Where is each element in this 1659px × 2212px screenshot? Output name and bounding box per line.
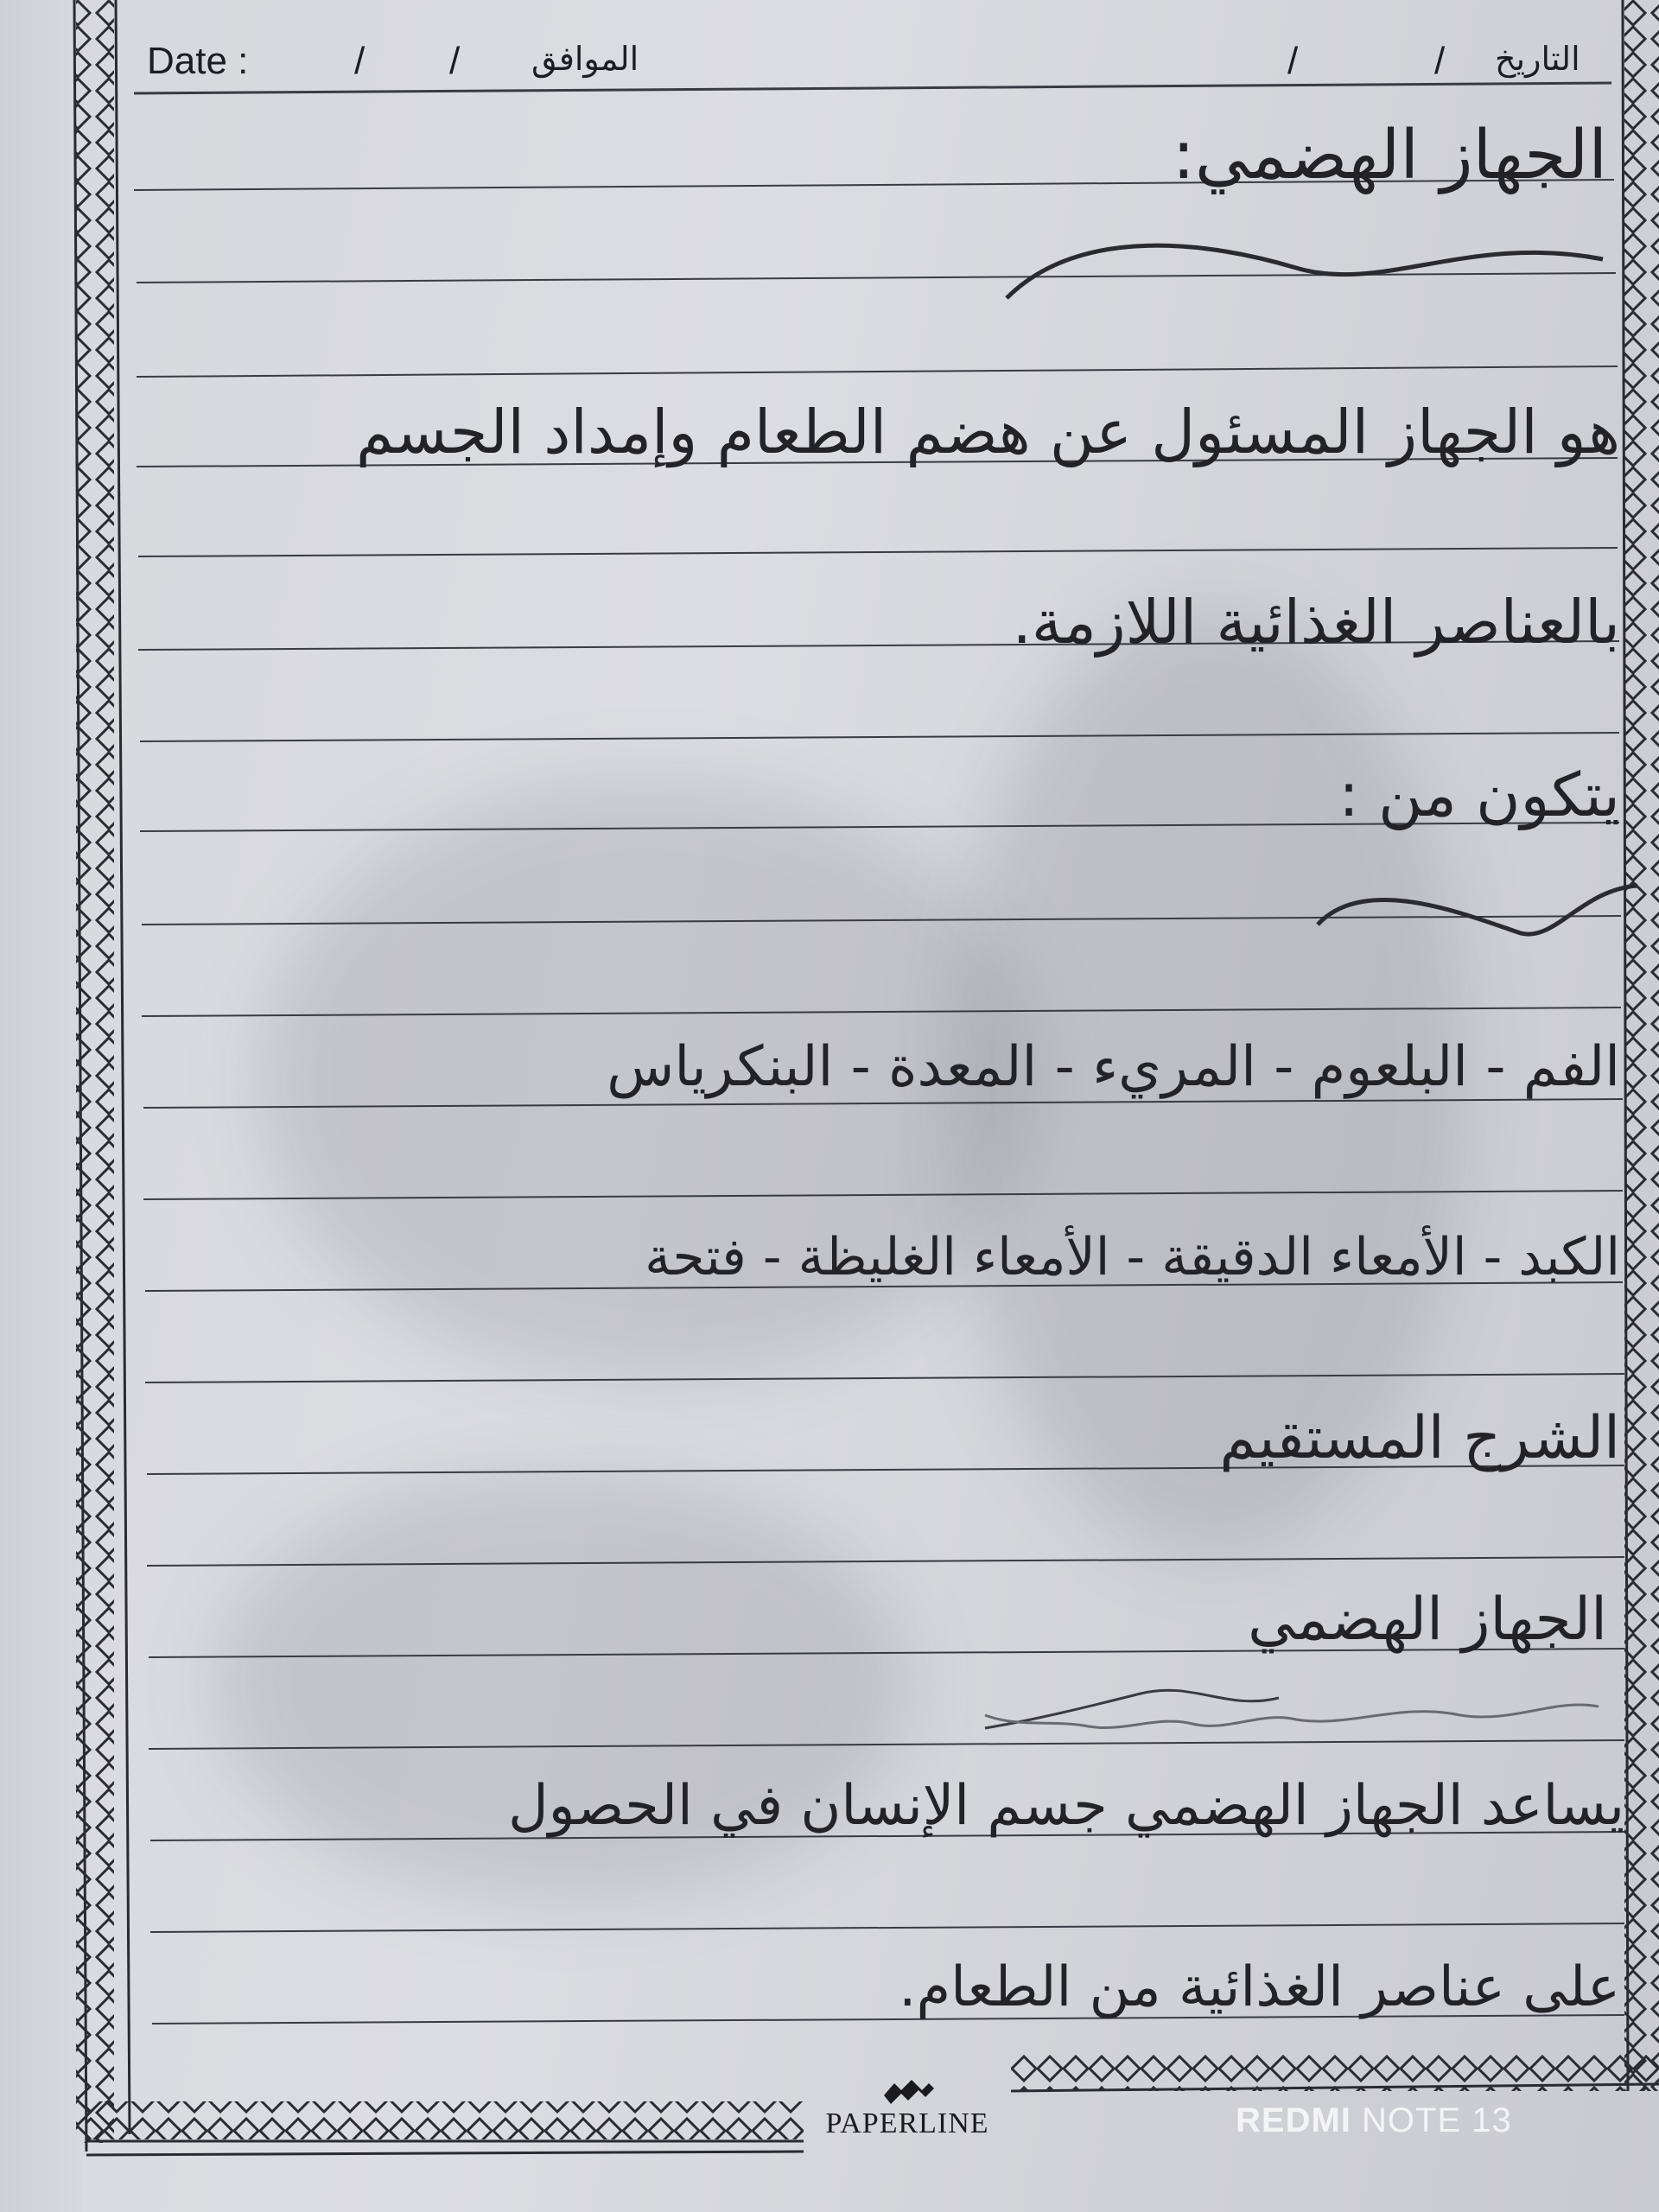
paperline-logo-icon bbox=[877, 2078, 938, 2107]
date-slash: / bbox=[449, 40, 461, 82]
brand-name: PAPERLINE bbox=[825, 2107, 989, 2139]
parts-line-1: الفم - البلعوم - المريء - المعدة - البنكرياس bbox=[607, 1035, 1620, 1099]
composition-heading: يتكون من : bbox=[1338, 760, 1620, 830]
function-line-2: على عناصر الغذائية من الطعام. bbox=[899, 1955, 1620, 2019]
function-line-1: يساعد الجهاز الهضمي جسم الإنسان في الحصول bbox=[508, 1774, 1624, 1838]
date-label: Date : bbox=[147, 40, 249, 82]
definition-line-1: هو الجهاز المسئول عن هضم الطعام وإمداد الجسم bbox=[355, 397, 1620, 467]
function-heading: الجهاز الهضمي bbox=[1248, 1586, 1607, 1654]
muwafiq-label: الموافق bbox=[531, 41, 639, 78]
paperline-brand bbox=[804, 2078, 1011, 2140]
tarikh-slash: / bbox=[1434, 40, 1446, 82]
notes-title: الجهاز الهضمي: bbox=[1172, 117, 1607, 194]
tarikh-label: التاريخ bbox=[1495, 41, 1580, 78]
camera-brand: REDMI bbox=[1236, 2101, 1351, 2139]
camera-watermark bbox=[1236, 2101, 1512, 2140]
parts-line-3: الشرج المستقيم bbox=[1219, 1404, 1620, 1472]
definition-line-2: بالعناصر الغذائية اللازمة. bbox=[1012, 587, 1620, 658]
date-slash: / bbox=[354, 40, 365, 82]
parts-line-2: الكبد - الأمعاء الدقيقة - الأمعاء الغليظة - فتحة bbox=[645, 1227, 1620, 1287]
tarikh-slash: / bbox=[1287, 40, 1299, 82]
camera-model: NOTE 13 bbox=[1362, 2101, 1512, 2139]
